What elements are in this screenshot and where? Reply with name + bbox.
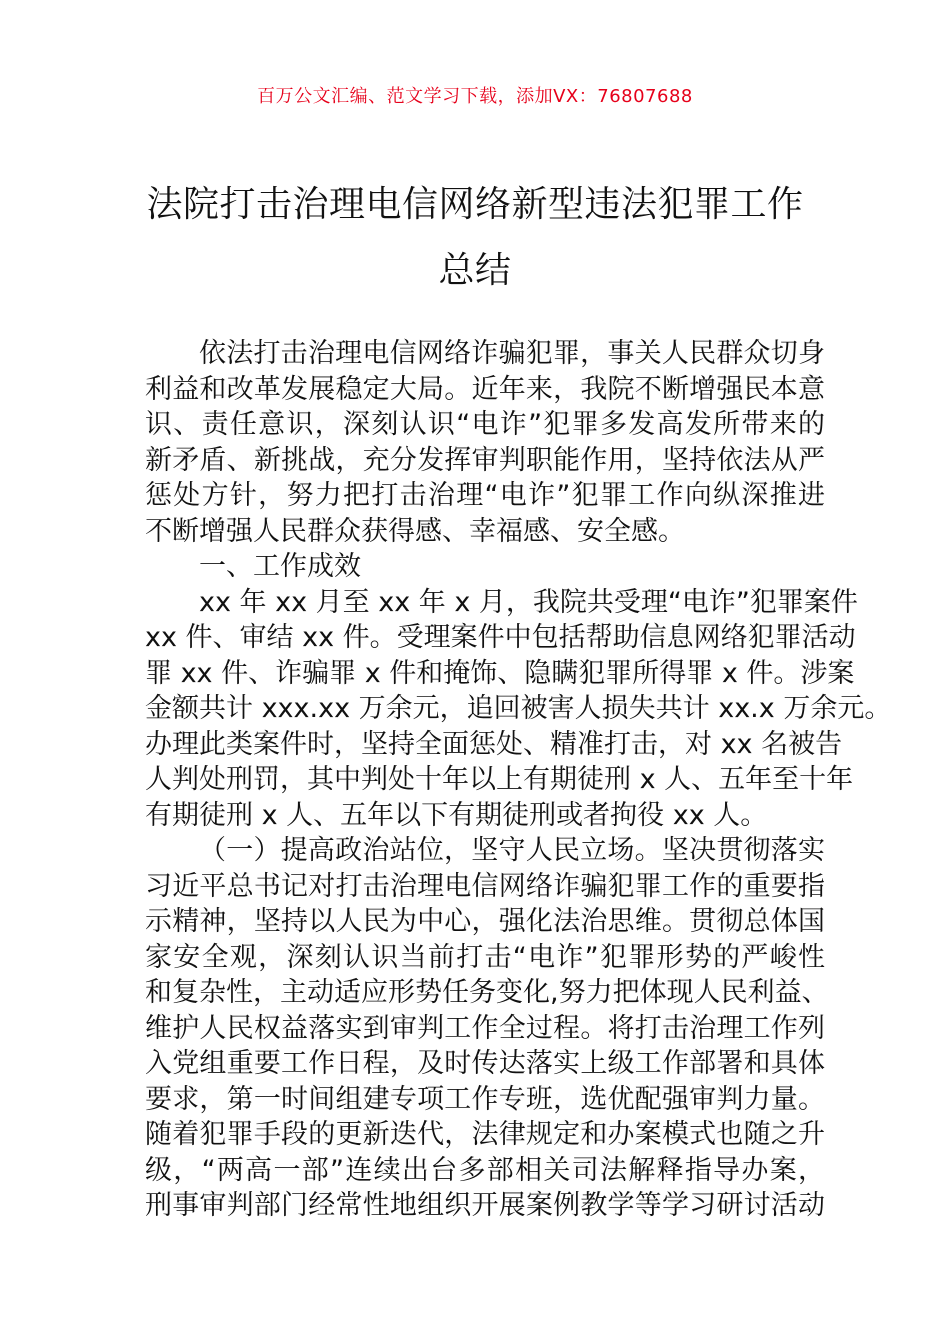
body-line: 罪 xx 件、诈骗罪 x 件和掩饰、隐瞒犯罪所得罪 x 件。涉案 [145,657,855,689]
title-line: 总结 [438,250,512,291]
body-line: 示精神，坚持以人民为中心，强化法治思维。贯彻总体国 [145,906,825,937]
body-line: 金额共计 xxx.xx 万余元，追回被害人损失共计 xx.x 万余元。 [145,693,892,724]
body-line: 惩处方针，努力把打击治理“电诈”犯罪工作向纵深推进 [145,480,825,511]
body-line: 习近平总书记对打击治理电信网络诈骗犯罪工作的重要指 [145,870,825,902]
title-line: 法院打击治理电信网络新型违法犯罪工作 [146,184,804,225]
body-line: 要求，第一时间组建专项工作专班，选优配强审判力量。 [145,1083,825,1115]
subsection-heading: （一）提高政治站位，坚守人民立场。坚决贯彻落实 [199,835,825,866]
body-line: 人判处刑罚，其中判处十年以上有期徒刑 x 人、五年至十年 [145,764,854,795]
body-line: 不断增强人民群众获得感、幸福感、安全感。 [145,515,685,547]
document-title [120,172,830,304]
body-line: 识、责任意识，深刻认识“电诈”犯罪多发高发所带来的 [145,409,825,440]
body-line: 新矛盾、新挑战，充分发挥审判职能作用，坚持依法从严 [145,444,825,476]
document-body [145,336,892,1224]
body-line: 有期徒刑 x 人、五年以下有期徒刑或者拘役 xx 人。 [145,799,768,831]
section-heading: 一、工作成效 [199,551,361,582]
body-line: xx 年 xx 月至 xx 年 x 月，我院共受理“电诈”犯罪案件 [199,586,858,618]
body-line: 依法打击治理电信网络诈骗犯罪，事关人民群众切身 [199,338,825,369]
body-line: xx 件、审结 xx 件。受理案件中包括帮助信息网络犯罪活动 [145,622,856,653]
body-line: 随着犯罪手段的更新迭代，法律规定和办案模式也随之升 [145,1119,825,1150]
body-line: 和复杂性，主动适应形势任务变化,努力把体现人民利益、 [145,977,829,1008]
body-line: 维护人民权益落实到审判工作全过程。将打击治理工作列 [145,1012,825,1044]
body-line: 家安全观，深刻认识当前打击“电诈”犯罪形势的严峻性 [145,941,825,973]
body-line: 刑事审判部门经常性地组织开展案例教学等学习研讨活动 [145,1190,825,1221]
body-line: 级，“两高一部”连续出台多部相关司法解释指导办案， [145,1154,825,1186]
promo-banner: 百万公文汇编、范文学习下载，添加VX：76807688 [257,86,693,107]
body-line: 入党组重要工作日程，及时传达落实上级工作部署和具体 [145,1048,825,1079]
body-line: 办理此类案件时，坚持全面惩处、精准打击，对 xx 名被告 [145,728,843,760]
body-line: 利益和改革发展稳定大局。近年来，我院不断增强民本意 [145,373,825,405]
